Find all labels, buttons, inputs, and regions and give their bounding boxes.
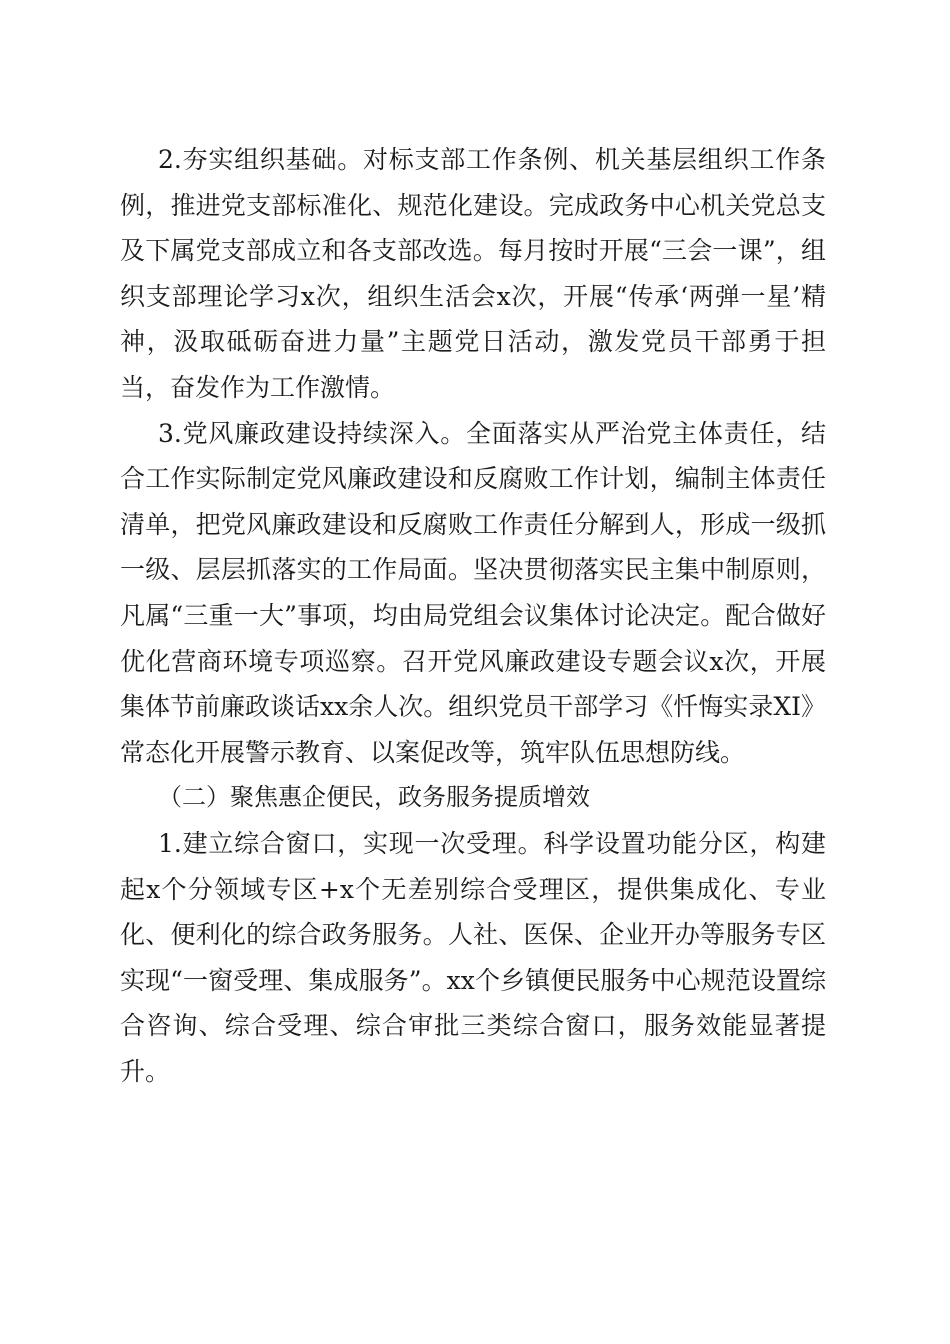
paragraph-comprehensive-window: 1.建立综合窗口，实现一次受理。科学设置功能分区，构建起x个分领域专区+x个无差别综合受理区，提供集成化、专业化、便利化的综合政务服务。人社、医保、企业开办等服务专区实现“一窗受理、集成服务”。xx个乡镇便民服务中心规范设置综合咨询、综合受理、综合审批三类综合窗口，服务效能显著提升。	[120, 828, 826, 1086]
paragraph-clean-governance: 3.党风廉政建设持续深入。全面落实从严治党主体责任，结合工作实际制定党风廉政建设和反腐败工作计划，编制主体责任清单，把党风廉政建设和反腐败工作责任分解到人，形成一级抓一级、层层抓落实的工作局面。坚决贯彻落实民主集中制原则，凡属“三重一大”事项，均由局党组会议集体讨论决定。配合做好优化营商环境专项巡察。召开党风廉政建设专题会议x次，开展集体节前廉政谈话xx余人次。组织党员干部学习《忏悔实录XI》常态化开展警示教育、以案促改等，筑牢队伍思想防线。	[120, 418, 826, 767]
paragraph-organization-foundation: 2.夯实组织基础。对标支部工作条例、机关基层组织工作条例，推进党支部标准化、规范化建设。完成政务中心机关党总支及下属党支部成立和各支部改选。每月按时开展“三会一课”，组织支部理论学习x次，组织生活会x次，开展“传承‘两弹一星’精神，汲取砥砺奋进力量”主题党日活动，激发党员干部勇于担当，奋发作为工作激情。	[120, 145, 826, 402]
section-heading: （二）聚焦惠企便民，政务服务提质增效	[158, 783, 590, 812]
document-page	[120, 137, 826, 1094]
